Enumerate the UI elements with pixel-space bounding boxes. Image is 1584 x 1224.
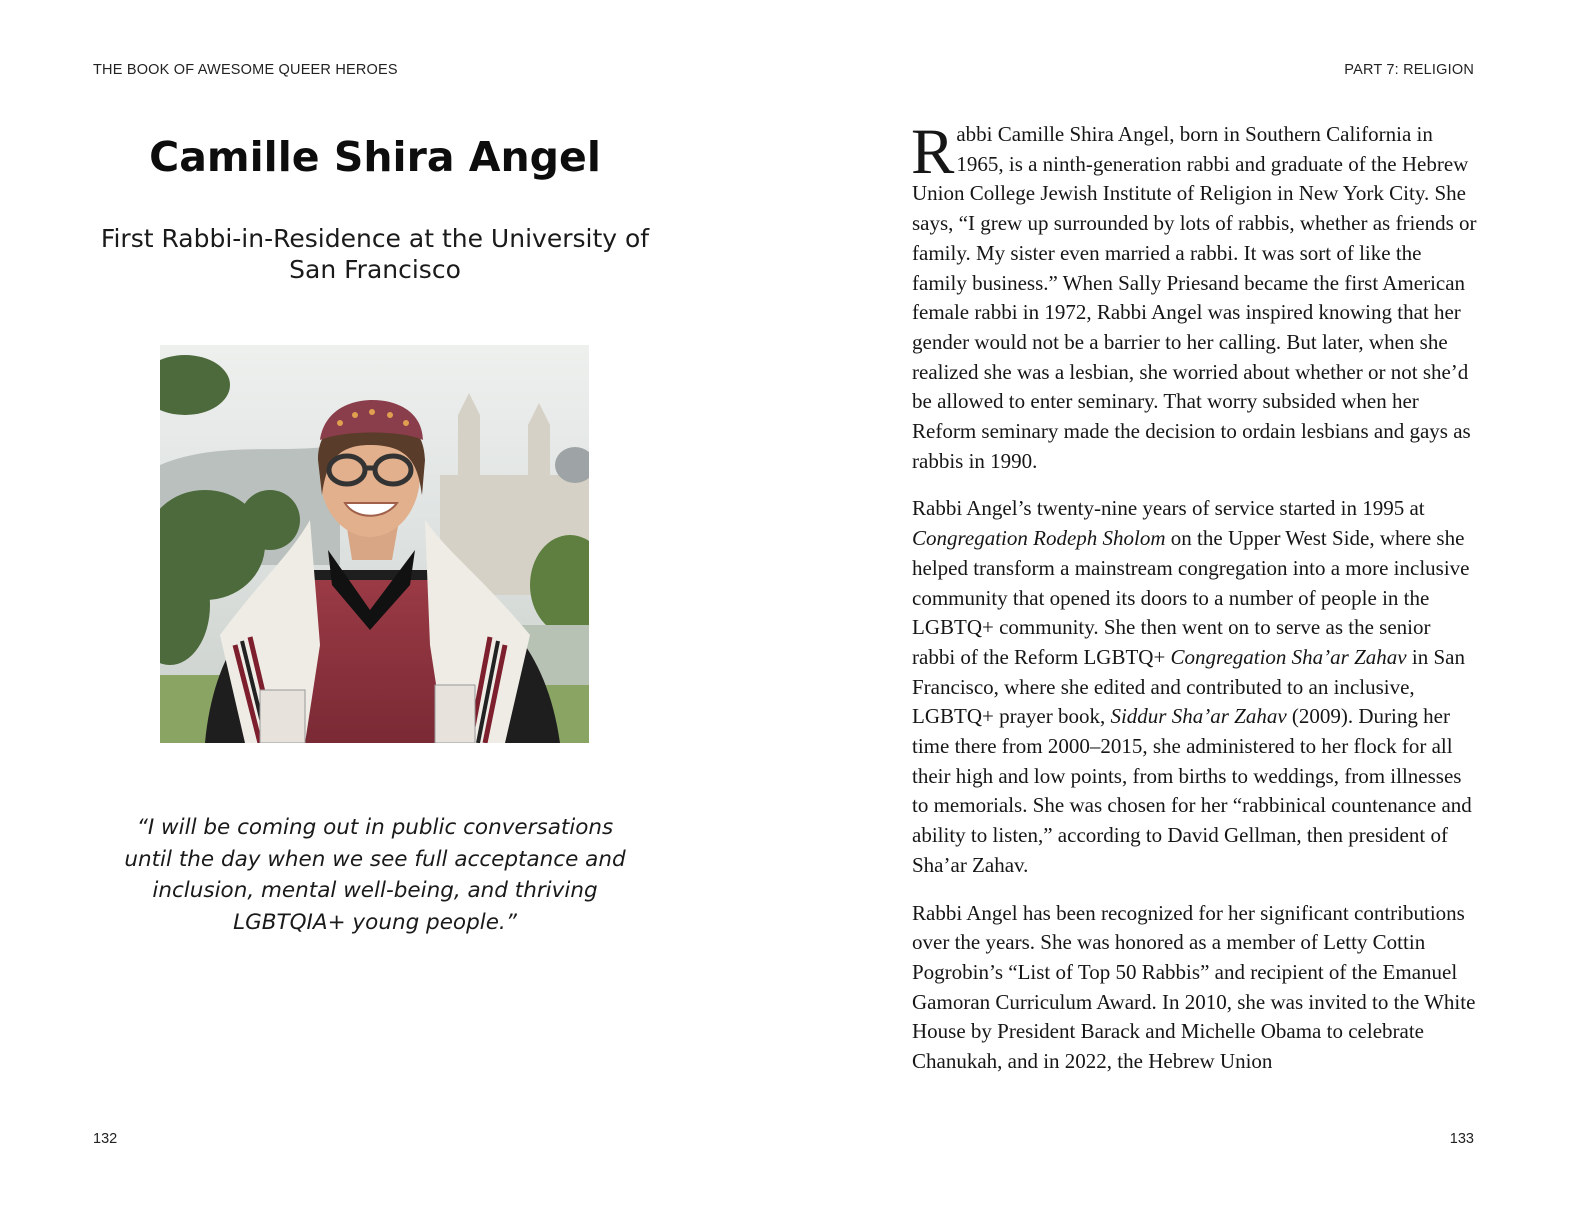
congregation-rodeph-sholom-name: Congregation Rodeph Sholom [912,526,1166,551]
paragraph-2-text-part-4: (2009). During her time there from 2000–2015, she administered to her flock for all their high and low points, from births to weddings, from illnesses to memorials. She was chosen for her “rabbinical countenance and ability to listen,” according to David Gellman, then president of Sha’ar Zahav. [912,704,1472,877]
biography-paragraph-2 [912,494,1477,880]
congregation-shaar-zahav-name: Congregation Sha’ar Zahav [1170,644,1407,669]
paragraph-1-text: abbi Camille Shira Angel, born in Southern California in 1965, is a ninth-generation rabbi and graduate of the Hebrew Union College Jewish Institute of Religion in New York City. She says, “I grew up surrounded by lots of rabbis, whether as friends or family. My sister even married a rabbi. It was sort of like the family business.” When Sally Priesand became the first American female rabbi in 1972, Rabbi Angel was inspired knowing that her gender would not be a barrier to her calling. But later, when she realized she was a lesbian, she worried about whether or not she’d be allowed to enter seminary. That worry subsided when her Reform seminary made the decision to ordain lesbians and gays as rabbis in 1990. [912,122,1477,473]
biography-paragraph-1 [911,116,1477,476]
page-number-right: 133 [1449,1131,1474,1147]
biography-body [911,116,1477,1095]
running-head-book-title: THE BOOK OF AWESOME QUEER HEROES [93,62,398,78]
paragraph-2-text-part-1: Rabbi Angel’s twenty-nine years of service started in 1995 at [912,496,1425,521]
biography-paragraph-3 [912,899,1477,1077]
paragraph-3-text: Rabbi Angel has been recognized for her significant contributions over the years. She was honored as a member of Letty Cottin Pogrobin’s “List of Top 50 Rabbis” and recipient of the Emanuel Gamoran Curriculum Award. In 2010, she was invited to the White House by President Barack and Michelle Obama to celebrate Chanukah, and in 2022, the Hebrew Union [912,900,1476,1074]
running-head-part-title: PART 7: RELIGION [1344,62,1474,78]
paragraph-2-text-part-3: in San Francisco, where she edited and contributed to an inclusive, LGBTQ+ prayer book, [912,644,1465,729]
paragraph-2-text-part-2: on the Upper West Side, where she helped transform a mainstream congregation into a more inclusive community that opened its doors to a number of people in the LGBTQ+ community. She then went on to serve as the senior rabbi of the Reform LGBTQ+ [912,526,1470,669]
right-page [792,0,1584,1224]
portrait-photo [160,345,589,743]
drop-cap-letter: R [911,116,955,188]
hero-pull-quote: “I will be coming out in public conversations until the day when we see full acceptance and inclusion, mental well-being, and thriving LGBTQIA+ young people.” [124,815,626,935]
hero-name-heading: Camille Shira Angel [149,133,601,181]
prayer-book-title: Siddur Sha’ar Zahav [1110,704,1287,729]
page-number-left: 132 [93,1131,118,1147]
hero-role-subtitle: First Rabbi-in-Residence at the University of San Francisco [100,224,650,284]
